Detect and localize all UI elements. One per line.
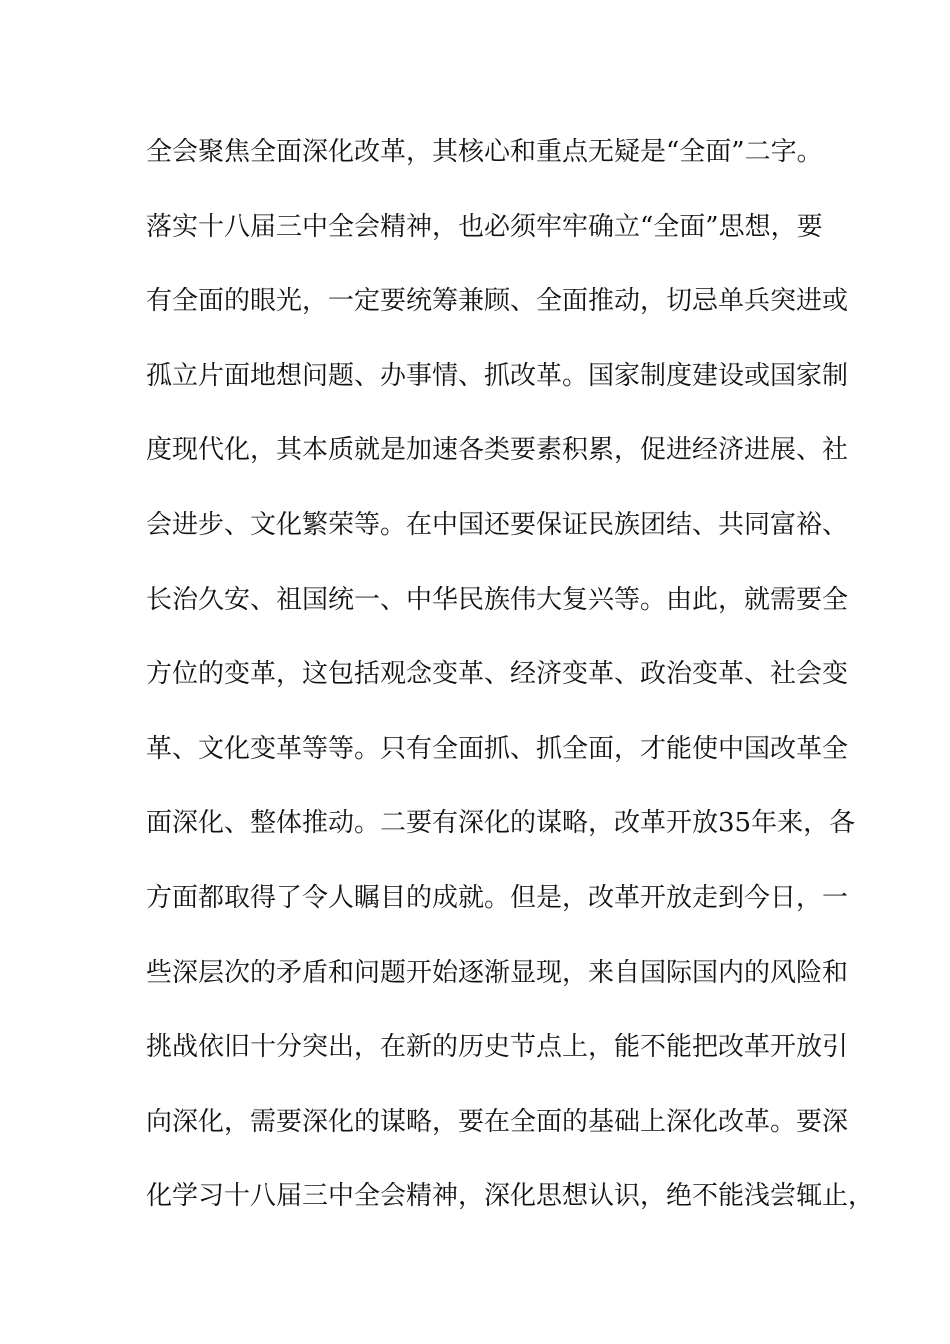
text-line: 全会聚焦全面深化改革，其核心和重点无疑是“全面”二字。 (146, 137, 823, 167)
text-line: 有全面的眼光，一定要统筹兼顾、全面推动，切忌单兵突进或 (146, 286, 849, 317)
text-line: 会进步、文化繁荣等。在中国还要保证民族团结、共同富裕、 (146, 509, 849, 540)
text-line: 孤立片面地想问题、办事情、抓改革。国家制度建设或国家制 (146, 360, 849, 391)
body-text (146, 130, 875, 1249)
text-line: 落实十八届三中全会精神，也必须牢牢确立“全面”思想，要 (146, 211, 823, 242)
text-line: 方位的变革，这包括观念变革、经济变革、政治变革、社会变 (146, 659, 849, 690)
text-line: 化学习十八届三中全会精神，深化思想认识，绝不能浅尝辄止， (146, 1181, 875, 1212)
text-line: 挑战依旧十分突出，在新的历史节点上，能不能把改革开放引 (146, 1032, 849, 1063)
text-line: 面深化、整体推动。二要有深化的谋略，改革开放35年来，各 (146, 808, 856, 839)
text-line: 革、文化变革等等。只有全面抓、抓全面，才能使中国改革全 (146, 733, 849, 764)
text-line: 度现代化，其本质就是加速各类要素积累，促进经济进展、社 (146, 435, 849, 466)
text-line: 长治久安、祖国统一、中华民族伟大复兴等。由此，就需要全 (146, 584, 849, 615)
text-line: 些深层次的矛盾和问题开始逐渐显现，来自国际国内的风险和 (146, 957, 849, 988)
text-line: 方面都取得了令人瞩目的成就。但是，改革开放走到今日，一 (146, 882, 849, 913)
text-line: 向深化，需要深化的谋略，要在全面的基础上深化改革。要深 (146, 1106, 849, 1137)
